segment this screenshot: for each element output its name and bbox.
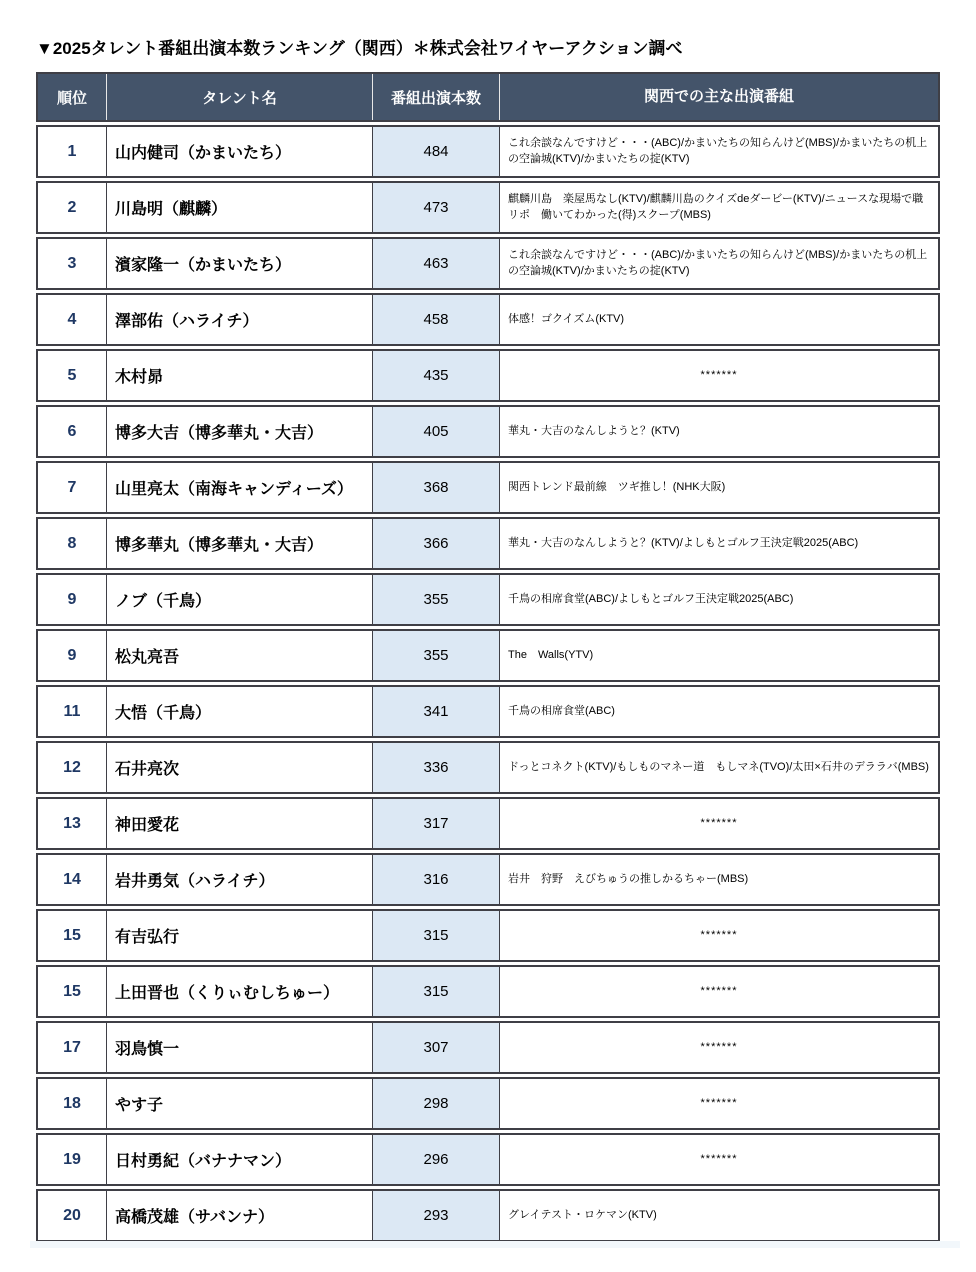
appearance-count-cell: 355 [372, 575, 499, 624]
talent-name-cell: 濱家隆一（かまいたち） [106, 239, 372, 288]
programs-cell: ******* [499, 911, 938, 960]
table-row [36, 853, 940, 906]
talent-name-cell: 木村昴 [106, 351, 372, 400]
rank-cell: 11 [63, 702, 81, 720]
table-body [36, 125, 940, 1245]
appearance-count-cell: 336 [372, 743, 499, 792]
rank-cell: 6 [67, 422, 77, 440]
programs-cell: ******* [499, 1023, 938, 1072]
programs-cell: 麒麟川島 楽屋馬なし(KTV)/麒麟川島のクイズdeダービー(KTV)/ニュースな現場で職リポ 働いてわかった(得)スクープ(MBS) [499, 183, 938, 232]
programs-cell: ******* [499, 967, 938, 1016]
ranking-table [36, 72, 940, 1245]
appearance-count-cell: 405 [372, 407, 499, 456]
appearance-count-cell: 296 [372, 1135, 499, 1184]
programs-cell: これ余談なんですけど・・・(ABC)/かまいたちの知らんけど(MBS)/かまいたちの机上の空論城(KTV)/かまいたちの掟(KTV) [499, 239, 938, 288]
talent-name-cell: 高橋茂雄（サバンナ） [106, 1191, 372, 1240]
programs-cell: グレイテスト・ロケマン(KTV) [499, 1191, 938, 1240]
programs-cell: 華丸・大吉のなんしようと？(KTV)/よしもとゴルフ王決定戦2025(ABC) [499, 519, 938, 568]
bottom-band [30, 1241, 960, 1248]
table-row [36, 517, 940, 570]
talent-name-cell: 上田晋也（くりぃむしちゅー） [106, 967, 372, 1016]
talent-name-cell: 澤部佑（ハライチ） [106, 295, 372, 344]
programs-cell: ******* [499, 799, 938, 848]
header-count: 番組出演本数 [372, 74, 499, 120]
rank-cell: 12 [63, 758, 81, 776]
rank-cell: 8 [67, 534, 77, 552]
rank-cell: 17 [63, 1038, 81, 1056]
rank-cell: 15 [63, 926, 81, 944]
programs-cell: 千鳥の相席食堂(ABC)/よしもとゴルフ王決定戦2025(ABC) [499, 575, 938, 624]
table-row [36, 629, 940, 682]
rank-cell: 7 [67, 478, 77, 496]
table-row [36, 125, 940, 178]
programs-cell: ******* [499, 351, 938, 400]
rank-cell: 3 [67, 254, 77, 272]
table-row [36, 1021, 940, 1074]
ranking-title: ▼2025タレント番組出演本数ランキング（関西）＊株式会社ワイヤーアクション調べ [36, 39, 683, 58]
appearance-count-cell: 317 [372, 799, 499, 848]
programs-cell: The Walls(YTV) [499, 631, 938, 680]
appearance-count-cell: 458 [372, 295, 499, 344]
table-row [36, 349, 940, 402]
table-row [36, 909, 940, 962]
programs-cell: 関西トレンド最前線 ツギ推し！(NHK大阪) [499, 463, 938, 512]
table-row [36, 1077, 940, 1130]
programs-cell: ******* [499, 1135, 938, 1184]
talent-name-cell: 博多華丸（博多華丸・大吉） [106, 519, 372, 568]
appearance-count-cell: 307 [372, 1023, 499, 1072]
header-talent-name: タレント名 [106, 74, 372, 120]
talent-name-cell: 石井亮次 [106, 743, 372, 792]
talent-name-cell: 神田愛花 [106, 799, 372, 848]
talent-name-cell: 岩井勇気（ハライチ） [106, 855, 372, 904]
programs-cell: これ余談なんですけど・・・(ABC)/かまいたちの知らんけど(MBS)/かまいたちの机上の空論城(KTV)/かまいたちの掟(KTV) [499, 127, 938, 176]
appearance-count-cell: 366 [372, 519, 499, 568]
header-programs: 関西での主な出演番組 [499, 74, 938, 120]
programs-cell: ******* [499, 1079, 938, 1128]
rank-cell: 14 [63, 870, 81, 888]
rank-cell: 20 [63, 1206, 81, 1224]
talent-name-cell: 山内健司（かまいたち） [106, 127, 372, 176]
table-row [36, 1189, 940, 1242]
appearance-count-cell: 355 [372, 631, 499, 680]
talent-name-cell: 有吉弘行 [106, 911, 372, 960]
table-row [36, 405, 940, 458]
appearance-count-cell: 368 [372, 463, 499, 512]
rank-cell: 1 [67, 142, 77, 160]
talent-name-cell: 山里亮太（南海キャンディーズ） [106, 463, 372, 512]
rank-cell: 15 [63, 982, 81, 1000]
table-row [36, 797, 940, 850]
table-header-row [36, 72, 940, 122]
appearance-count-cell: 463 [372, 239, 499, 288]
programs-cell: ドっとコネクト(KTV)/もしものマネー道 もしマネ(TVO)/太田×石井のデララバ(MBS) [499, 743, 938, 792]
programs-cell: 岩井 狩野 えびちゅうの推しかるちゃー(MBS) [499, 855, 938, 904]
talent-name-cell: 松丸亮吾 [106, 631, 372, 680]
rank-cell: 19 [63, 1150, 81, 1168]
appearance-count-cell: 315 [372, 911, 499, 960]
appearance-count-cell: 341 [372, 687, 499, 736]
talent-name-cell: 日村勇紀（バナナマン） [106, 1135, 372, 1184]
table-row [36, 293, 940, 346]
rank-cell: 9 [67, 590, 77, 608]
rank-cell: 2 [67, 198, 77, 216]
programs-cell: 体感！ゴクイズム(KTV) [499, 295, 938, 344]
appearance-count-cell: 293 [372, 1191, 499, 1240]
programs-cell: 華丸・大吉のなんしようと？(KTV) [499, 407, 938, 456]
rank-cell: 18 [63, 1094, 81, 1112]
appearance-count-cell: 473 [372, 183, 499, 232]
header-rank: 順位 [56, 89, 87, 107]
appearance-count-cell: 298 [372, 1079, 499, 1128]
rank-cell: 9 [67, 646, 77, 664]
talent-name-cell: 大悟（千鳥） [106, 687, 372, 736]
appearance-count-cell: 484 [372, 127, 499, 176]
appearance-count-cell: 435 [372, 351, 499, 400]
programs-cell: 千鳥の相席食堂(ABC) [499, 687, 938, 736]
appearance-count-cell: 316 [372, 855, 499, 904]
table-row [36, 181, 940, 234]
talent-name-cell: 川島明（麒麟） [106, 183, 372, 232]
table-row [36, 685, 940, 738]
talent-name-cell: 博多大吉（博多華丸・大吉） [106, 407, 372, 456]
table-row [36, 965, 940, 1018]
rank-cell: 4 [67, 310, 77, 328]
talent-name-cell: 羽鳥慎一 [106, 1023, 372, 1072]
appearance-count-cell: 315 [372, 967, 499, 1016]
table-row [36, 573, 940, 626]
talent-name-cell: やす子 [106, 1079, 372, 1128]
table-row [36, 461, 940, 514]
table-row [36, 741, 940, 794]
table-row [36, 1133, 940, 1186]
table-row [36, 237, 940, 290]
rank-cell: 13 [63, 814, 81, 832]
rank-cell: 5 [67, 366, 77, 384]
talent-name-cell: ノブ（千鳥） [106, 575, 372, 624]
